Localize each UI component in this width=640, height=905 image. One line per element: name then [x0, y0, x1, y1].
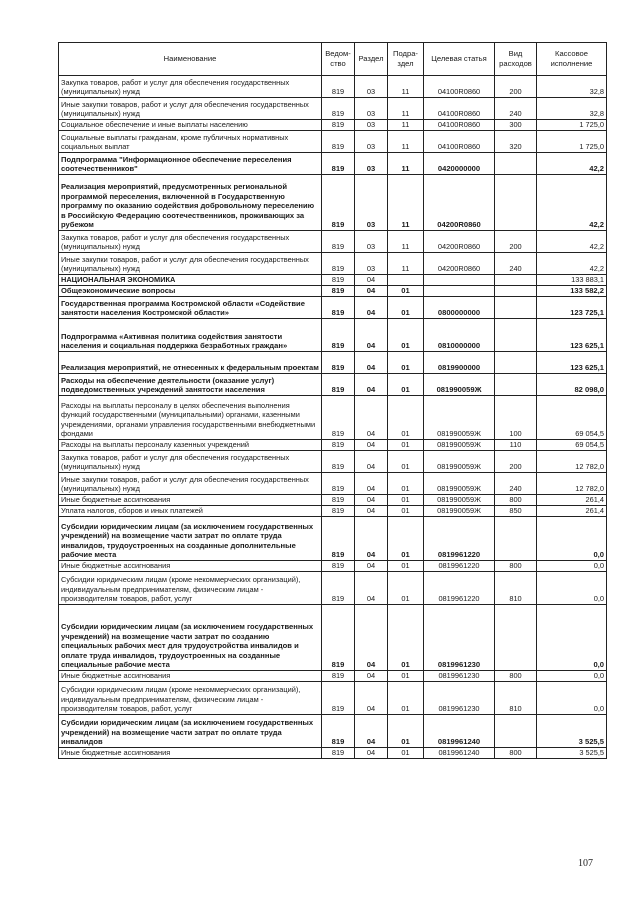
cell-ved: 819 [322, 275, 355, 286]
cell-amount: 123 625,1 [537, 319, 607, 352]
cell-target: 04100R0860 [424, 120, 495, 131]
cell-name: Общеэкономические вопросы [59, 286, 322, 297]
cell-ved: 819 [322, 451, 355, 473]
cell-amount: 69 054,5 [537, 440, 607, 451]
table-row [59, 98, 607, 120]
cell-ved: 819 [322, 473, 355, 495]
cell-amount: 3 525,5 [537, 748, 607, 759]
cell-name: Расходы на выплаты персоналу казенных учреждений [59, 440, 322, 451]
cell-podrazdel: 11 [388, 98, 424, 120]
cell-amount: 12 782,0 [537, 451, 607, 473]
cell-name: Субсидии юридическим лицам (кроме некоммерческих организаций), индивидуальным предпринимателям, физическим лицам - производителям товаров, работ, услуг [59, 682, 322, 715]
cell-podrazdel: 01 [388, 748, 424, 759]
header-ved: Ведом-ство [322, 43, 355, 76]
table-row [59, 175, 607, 231]
cell-razdel: 03 [355, 153, 388, 175]
cell-razdel: 04 [355, 319, 388, 352]
cell-ved: 819 [322, 440, 355, 451]
cell-name: Закупка товаров, работ и услуг для обеспечения государственных (муниципальных) нужд [59, 76, 322, 98]
cell-amount: 261,4 [537, 495, 607, 506]
cell-razdel: 04 [355, 561, 388, 572]
table-row [59, 275, 607, 286]
cell-vid: 100 [495, 396, 537, 440]
cell-name: Реализация мероприятий, не отнесенных к федеральным проектам [59, 352, 322, 374]
table-row [59, 715, 607, 748]
cell-target: 0819961220 [424, 517, 495, 561]
cell-vid [495, 352, 537, 374]
cell-vid: 240 [495, 98, 537, 120]
cell-podrazdel: 01 [388, 605, 424, 671]
table-row [59, 153, 607, 175]
cell-name: Иные бюджетные ассигнования [59, 671, 322, 682]
cell-vid: 110 [495, 440, 537, 451]
cell-ved: 819 [322, 120, 355, 131]
cell-podrazdel [388, 275, 424, 286]
cell-amount: 123 725,1 [537, 297, 607, 319]
cell-vid [495, 374, 537, 396]
cell-vid [495, 517, 537, 561]
table-row [59, 396, 607, 440]
cell-target: 0810000000 [424, 319, 495, 352]
cell-name: Субсидии юридическим лицам (кроме некоммерческих организаций), индивидуальным предпринимателям, физическим лицам - производителям товаров, работ, услуг [59, 572, 322, 605]
cell-razdel: 03 [355, 76, 388, 98]
cell-amount: 0,0 [537, 561, 607, 572]
cell-vid: 850 [495, 506, 537, 517]
cell-target: 0819961230 [424, 605, 495, 671]
cell-ved: 819 [322, 715, 355, 748]
table-row [59, 231, 607, 253]
cell-target: 081990059Ж [424, 495, 495, 506]
header-target: Целевая статья [424, 43, 495, 76]
cell-name: Социальное обеспечение и иные выплаты населению [59, 120, 322, 131]
cell-razdel: 03 [355, 175, 388, 231]
cell-name: НАЦИОНАЛЬНАЯ ЭКОНОМИКА [59, 275, 322, 286]
cell-amount: 82 098,0 [537, 374, 607, 396]
cell-vid: 810 [495, 572, 537, 605]
cell-vid [495, 715, 537, 748]
cell-podrazdel: 11 [388, 153, 424, 175]
cell-vid: 320 [495, 131, 537, 153]
cell-amount: 0,0 [537, 572, 607, 605]
cell-target: 04100R0860 [424, 76, 495, 98]
cell-amount: 1 725,0 [537, 131, 607, 153]
cell-amount: 42,2 [537, 175, 607, 231]
cell-razdel: 04 [355, 473, 388, 495]
cell-target: 0819961230 [424, 682, 495, 715]
cell-podrazdel: 01 [388, 319, 424, 352]
cell-name: Государственная программа Костромской области «Содействие занятости населения Костромской области» [59, 297, 322, 319]
cell-razdel: 03 [355, 231, 388, 253]
cell-target: 0819961230 [424, 671, 495, 682]
cell-vid: 300 [495, 120, 537, 131]
cell-amount: 261,4 [537, 506, 607, 517]
header-podrazdel: Подра-здел [388, 43, 424, 76]
cell-name: Иные закупки товаров, работ и услуг для обеспечения государственных (муниципальных) нужд [59, 473, 322, 495]
page-number: 107 [578, 858, 593, 869]
cell-target: 0420000000 [424, 153, 495, 175]
table-row [59, 319, 607, 352]
cell-podrazdel: 01 [388, 440, 424, 451]
cell-podrazdel: 01 [388, 374, 424, 396]
cell-amount: 32,8 [537, 76, 607, 98]
cell-target: 04200R0860 [424, 231, 495, 253]
cell-name: Закупка товаров, работ и услуг для обеспечения государственных (муниципальных) нужд [59, 231, 322, 253]
cell-razdel: 03 [355, 98, 388, 120]
table-row [59, 671, 607, 682]
cell-razdel: 04 [355, 352, 388, 374]
cell-amount: 42,2 [537, 231, 607, 253]
cell-podrazdel: 11 [388, 231, 424, 253]
cell-ved: 819 [322, 495, 355, 506]
cell-vid [495, 175, 537, 231]
cell-name: Иные бюджетные ассигнования [59, 495, 322, 506]
cell-target: 0819900000 [424, 352, 495, 374]
cell-vid: 800 [495, 495, 537, 506]
cell-name: Иные закупки товаров, работ и услуг для обеспечения государственных (муниципальных) нужд [59, 98, 322, 120]
cell-target [424, 286, 495, 297]
cell-amount: 0,0 [537, 682, 607, 715]
cell-ved: 819 [322, 175, 355, 231]
cell-razdel: 04 [355, 682, 388, 715]
cell-ved: 819 [322, 131, 355, 153]
cell-podrazdel: 11 [388, 253, 424, 275]
cell-razdel: 04 [355, 671, 388, 682]
table-row [59, 131, 607, 153]
cell-target: 04200R0860 [424, 253, 495, 275]
cell-target: 081990059Ж [424, 374, 495, 396]
cell-vid: 800 [495, 561, 537, 572]
cell-ved: 819 [322, 231, 355, 253]
table-row [59, 440, 607, 451]
cell-target: 081990059Ж [424, 440, 495, 451]
cell-razdel: 04 [355, 506, 388, 517]
cell-amount: 123 625,1 [537, 352, 607, 374]
cell-razdel: 04 [355, 374, 388, 396]
cell-ved: 819 [322, 561, 355, 572]
cell-target: 04200R0860 [424, 175, 495, 231]
cell-razdel: 04 [355, 748, 388, 759]
table-row [59, 495, 607, 506]
table-body [59, 76, 607, 759]
cell-podrazdel: 01 [388, 572, 424, 605]
cell-name: Подпрограмма «Активная политика содействия занятости населения и социальная поддержка безработных граждан» [59, 319, 322, 352]
cell-ved: 819 [322, 352, 355, 374]
cell-podrazdel: 01 [388, 517, 424, 561]
table-row [59, 286, 607, 297]
cell-amount: 0,0 [537, 671, 607, 682]
cell-vid [495, 275, 537, 286]
cell-target: 0819961240 [424, 715, 495, 748]
cell-name: Реализация мероприятий, предусмотренных региональной программой переселения, включенной в Государственную программу по оказанию содействия добровольному переселению в Российскую Федерацию соотечественников, проживающих за рубежом [59, 175, 322, 231]
cell-vid: 200 [495, 451, 537, 473]
cell-amount: 12 782,0 [537, 473, 607, 495]
cell-razdel: 03 [355, 253, 388, 275]
cell-ved: 819 [322, 319, 355, 352]
cell-ved: 819 [322, 605, 355, 671]
cell-razdel: 04 [355, 495, 388, 506]
cell-vid [495, 605, 537, 671]
cell-razdel: 03 [355, 131, 388, 153]
table-row [59, 517, 607, 561]
cell-amount: 32,8 [537, 98, 607, 120]
table-row [59, 352, 607, 374]
cell-vid: 800 [495, 671, 537, 682]
cell-name: Субсидии юридическим лицам (за исключением государственных учреждений) на возмещение части затрат по созданию специальных рабочих мест для трудоустройства инвалидов и оплате труда инвалидов, трудоустроенных на созданные специальные рабочие места [59, 605, 322, 671]
cell-ved: 819 [322, 374, 355, 396]
table-row [59, 253, 607, 275]
cell-name: Расходы на обеспечение деятельности (оказание услуг) подведомственных учреждений занятости населения [59, 374, 322, 396]
table-row [59, 682, 607, 715]
cell-name: Иные закупки товаров, работ и услуг для обеспечения государственных (муниципальных) нужд [59, 253, 322, 275]
cell-vid [495, 153, 537, 175]
header-vid: Вид расходов [495, 43, 537, 76]
cell-amount: 69 054,5 [537, 396, 607, 440]
table-row [59, 76, 607, 98]
cell-razdel: 04 [355, 451, 388, 473]
budget-execution-table [58, 42, 607, 759]
cell-podrazdel: 01 [388, 297, 424, 319]
cell-name: Субсидии юридическим лицам (за исключением государственных учреждений) на возмещение части затрат по оплате труда инвалидов, трудоустроенных на созданные дополнительные рабочие места [59, 517, 322, 561]
cell-amount: 1 725,0 [537, 120, 607, 131]
budget-table-page [58, 42, 606, 759]
cell-podrazdel: 01 [388, 473, 424, 495]
cell-amount: 0,0 [537, 517, 607, 561]
cell-razdel: 04 [355, 297, 388, 319]
cell-name: Социальные выплаты гражданам, кроме публичных нормативных социальных выплат [59, 131, 322, 153]
cell-podrazdel: 11 [388, 120, 424, 131]
cell-amount: 133 582,2 [537, 286, 607, 297]
cell-podrazdel: 01 [388, 506, 424, 517]
cell-razdel: 04 [355, 286, 388, 297]
cell-vid: 200 [495, 231, 537, 253]
table-row [59, 605, 607, 671]
cell-amount: 0,0 [537, 605, 607, 671]
cell-vid: 240 [495, 473, 537, 495]
cell-ved: 819 [322, 506, 355, 517]
table-header-row [59, 43, 607, 76]
cell-vid [495, 286, 537, 297]
cell-podrazdel: 01 [388, 396, 424, 440]
table-row [59, 451, 607, 473]
table-row [59, 120, 607, 131]
cell-name: Иные бюджетные ассигнования [59, 748, 322, 759]
header-razdel: Раздел [355, 43, 388, 76]
cell-razdel: 04 [355, 396, 388, 440]
cell-ved: 819 [322, 671, 355, 682]
cell-razdel: 04 [355, 517, 388, 561]
cell-podrazdel: 01 [388, 682, 424, 715]
cell-vid: 810 [495, 682, 537, 715]
cell-ved: 819 [322, 682, 355, 715]
cell-razdel: 03 [355, 120, 388, 131]
cell-amount: 42,2 [537, 253, 607, 275]
cell-target: 081990059Ж [424, 451, 495, 473]
header-name: Наименование [59, 43, 322, 76]
cell-ved: 819 [322, 153, 355, 175]
cell-podrazdel: 01 [388, 495, 424, 506]
table-row [59, 561, 607, 572]
cell-razdel: 04 [355, 440, 388, 451]
header-amount: Кассовое исполнение [537, 43, 607, 76]
cell-target: 081990059Ж [424, 396, 495, 440]
cell-target: 0819961240 [424, 748, 495, 759]
cell-vid: 800 [495, 748, 537, 759]
cell-podrazdel: 11 [388, 175, 424, 231]
cell-name: Субсидии юридическим лицам (за исключением государственных учреждений) на возмещение части затрат по оплате труда инвалидов [59, 715, 322, 748]
cell-vid [495, 319, 537, 352]
cell-ved: 819 [322, 572, 355, 605]
cell-name: Закупка товаров, работ и услуг для обеспечения государственных (муниципальных) нужд [59, 451, 322, 473]
cell-podrazdel: 01 [388, 286, 424, 297]
cell-ved: 819 [322, 297, 355, 319]
cell-ved: 819 [322, 98, 355, 120]
table-row [59, 748, 607, 759]
cell-target: 0819961220 [424, 561, 495, 572]
cell-target: 081990059Ж [424, 506, 495, 517]
cell-razdel: 04 [355, 715, 388, 748]
table-row [59, 506, 607, 517]
cell-podrazdel: 01 [388, 671, 424, 682]
cell-ved: 819 [322, 517, 355, 561]
cell-name: Иные бюджетные ассигнования [59, 561, 322, 572]
cell-podrazdel: 01 [388, 352, 424, 374]
cell-ved: 819 [322, 286, 355, 297]
cell-podrazdel: 01 [388, 451, 424, 473]
cell-amount: 3 525,5 [537, 715, 607, 748]
cell-amount: 42,2 [537, 153, 607, 175]
table-row [59, 297, 607, 319]
cell-podrazdel: 01 [388, 561, 424, 572]
cell-amount: 133 883,1 [537, 275, 607, 286]
table-row [59, 572, 607, 605]
cell-target: 0800000000 [424, 297, 495, 319]
cell-ved: 819 [322, 76, 355, 98]
cell-target: 04100R0860 [424, 98, 495, 120]
cell-target [424, 275, 495, 286]
table-row [59, 473, 607, 495]
cell-podrazdel: 11 [388, 131, 424, 153]
cell-razdel: 04 [355, 605, 388, 671]
cell-name: Подпрограмма "Информационное обеспечение переселения соотечественников" [59, 153, 322, 175]
cell-razdel: 04 [355, 275, 388, 286]
cell-ved: 819 [322, 253, 355, 275]
cell-target: 04100R0860 [424, 131, 495, 153]
cell-name: Уплата налогов, сборов и иных платежей [59, 506, 322, 517]
cell-podrazdel: 01 [388, 715, 424, 748]
cell-vid: 200 [495, 76, 537, 98]
cell-vid: 240 [495, 253, 537, 275]
cell-target: 0819961220 [424, 572, 495, 605]
cell-target: 081990059Ж [424, 473, 495, 495]
table-row [59, 374, 607, 396]
cell-razdel: 04 [355, 572, 388, 605]
cell-ved: 819 [322, 396, 355, 440]
cell-podrazdel: 11 [388, 76, 424, 98]
cell-ved: 819 [322, 748, 355, 759]
cell-vid [495, 297, 537, 319]
cell-name: Расходы на выплаты персоналу в целях обеспечения выполнения функций государственными (муниципальными) органами, казенными учреждениями, органами управления государственными внебюджетными фондами [59, 396, 322, 440]
